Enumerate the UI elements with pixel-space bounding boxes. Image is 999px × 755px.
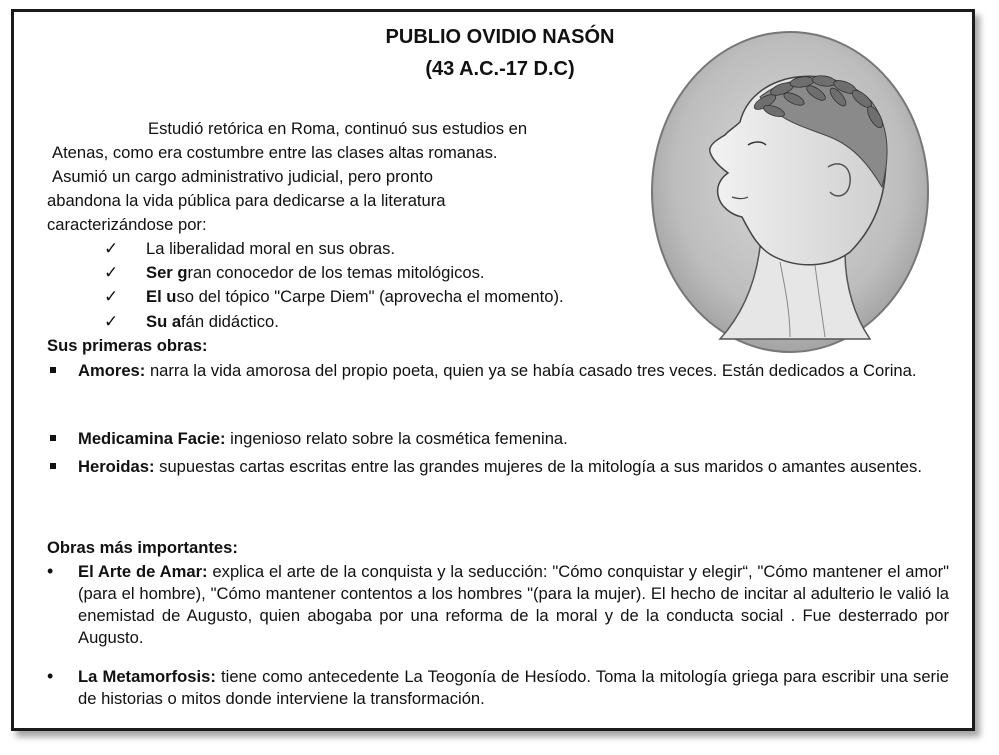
first-works-heading: Sus primeras obras:: [47, 336, 208, 355]
major-works-heading: Obras más importantes:: [47, 538, 238, 557]
first-work-item: Heroidas: supuestas cartas escritas entre las grandes mujeres de la mitología a sus maridos o amantes ausentes.: [78, 457, 922, 476]
trait-item: Su afán didáctico.: [146, 312, 279, 331]
trait-item: La liberalidad moral en sus obras.: [146, 239, 396, 258]
document-subtitle-dates: (43 A.C.-17 D.C): [425, 58, 575, 80]
check-icon: ✓: [104, 287, 119, 306]
first-work-item: Medicamina Facie: ingenioso relato sobre la cosmética femenina.: [78, 429, 568, 448]
round-bullet-icon: •: [47, 666, 54, 686]
check-icon: ✓: [104, 312, 119, 331]
square-bullet-icon: [50, 435, 56, 441]
check-icon: ✓: [104, 263, 119, 282]
major-work-item: El Arte de Amar: explica el arte de la conquista y la seducción: "Cómo conquistar y elegir“, "Cómo mantener el amor" (para el hombre), "Cómo mantener contentos a los hombres "(para la mujer). El hecho de incitar al adulterio le valió la enemistad de Augusto, quien abogaba por una reforma de la moral y de la conducta social . Fue desterrado por Augusto.: [78, 562, 949, 647]
trait-item: Ser gran conocedor de los temas mitológicos.: [146, 263, 485, 282]
trait-item: El uso del tópico "Carpe Diem" (aprovecha el momento).: [146, 287, 564, 306]
check-icon: ✓: [104, 239, 119, 258]
document-title: PUBLIO OVIDIO NASÓN: [385, 26, 615, 48]
square-bullet-icon: [50, 367, 56, 373]
intro-line: Asumió un cargo administrativo judicial, pero pronto: [52, 167, 433, 186]
square-bullet-icon: [50, 463, 56, 469]
intro-line: caracterizándose por:: [47, 215, 207, 234]
ovid-portrait-image: [640, 27, 940, 357]
intro-line: abandona la vida pública para dedicarse a la literatura: [47, 191, 446, 210]
intro-line: Atenas, como era costumbre entre las clases altas romanas.: [52, 143, 498, 162]
round-bullet-icon: •: [47, 561, 54, 581]
major-work-item: La Metamorfosis: tiene como antecedente La Teogonía de Hesíodo. Toma la mitología griega para escribir una serie de historias o mitos donde interviene la transformación.: [78, 667, 949, 708]
intro-line: Estudió retórica en Roma, continuó sus estudios en: [148, 119, 528, 138]
first-work-item: Amores: narra la vida amorosa del propio poeta, quien ya se había casado tres veces. Están dedicados a Corina.: [78, 361, 917, 380]
